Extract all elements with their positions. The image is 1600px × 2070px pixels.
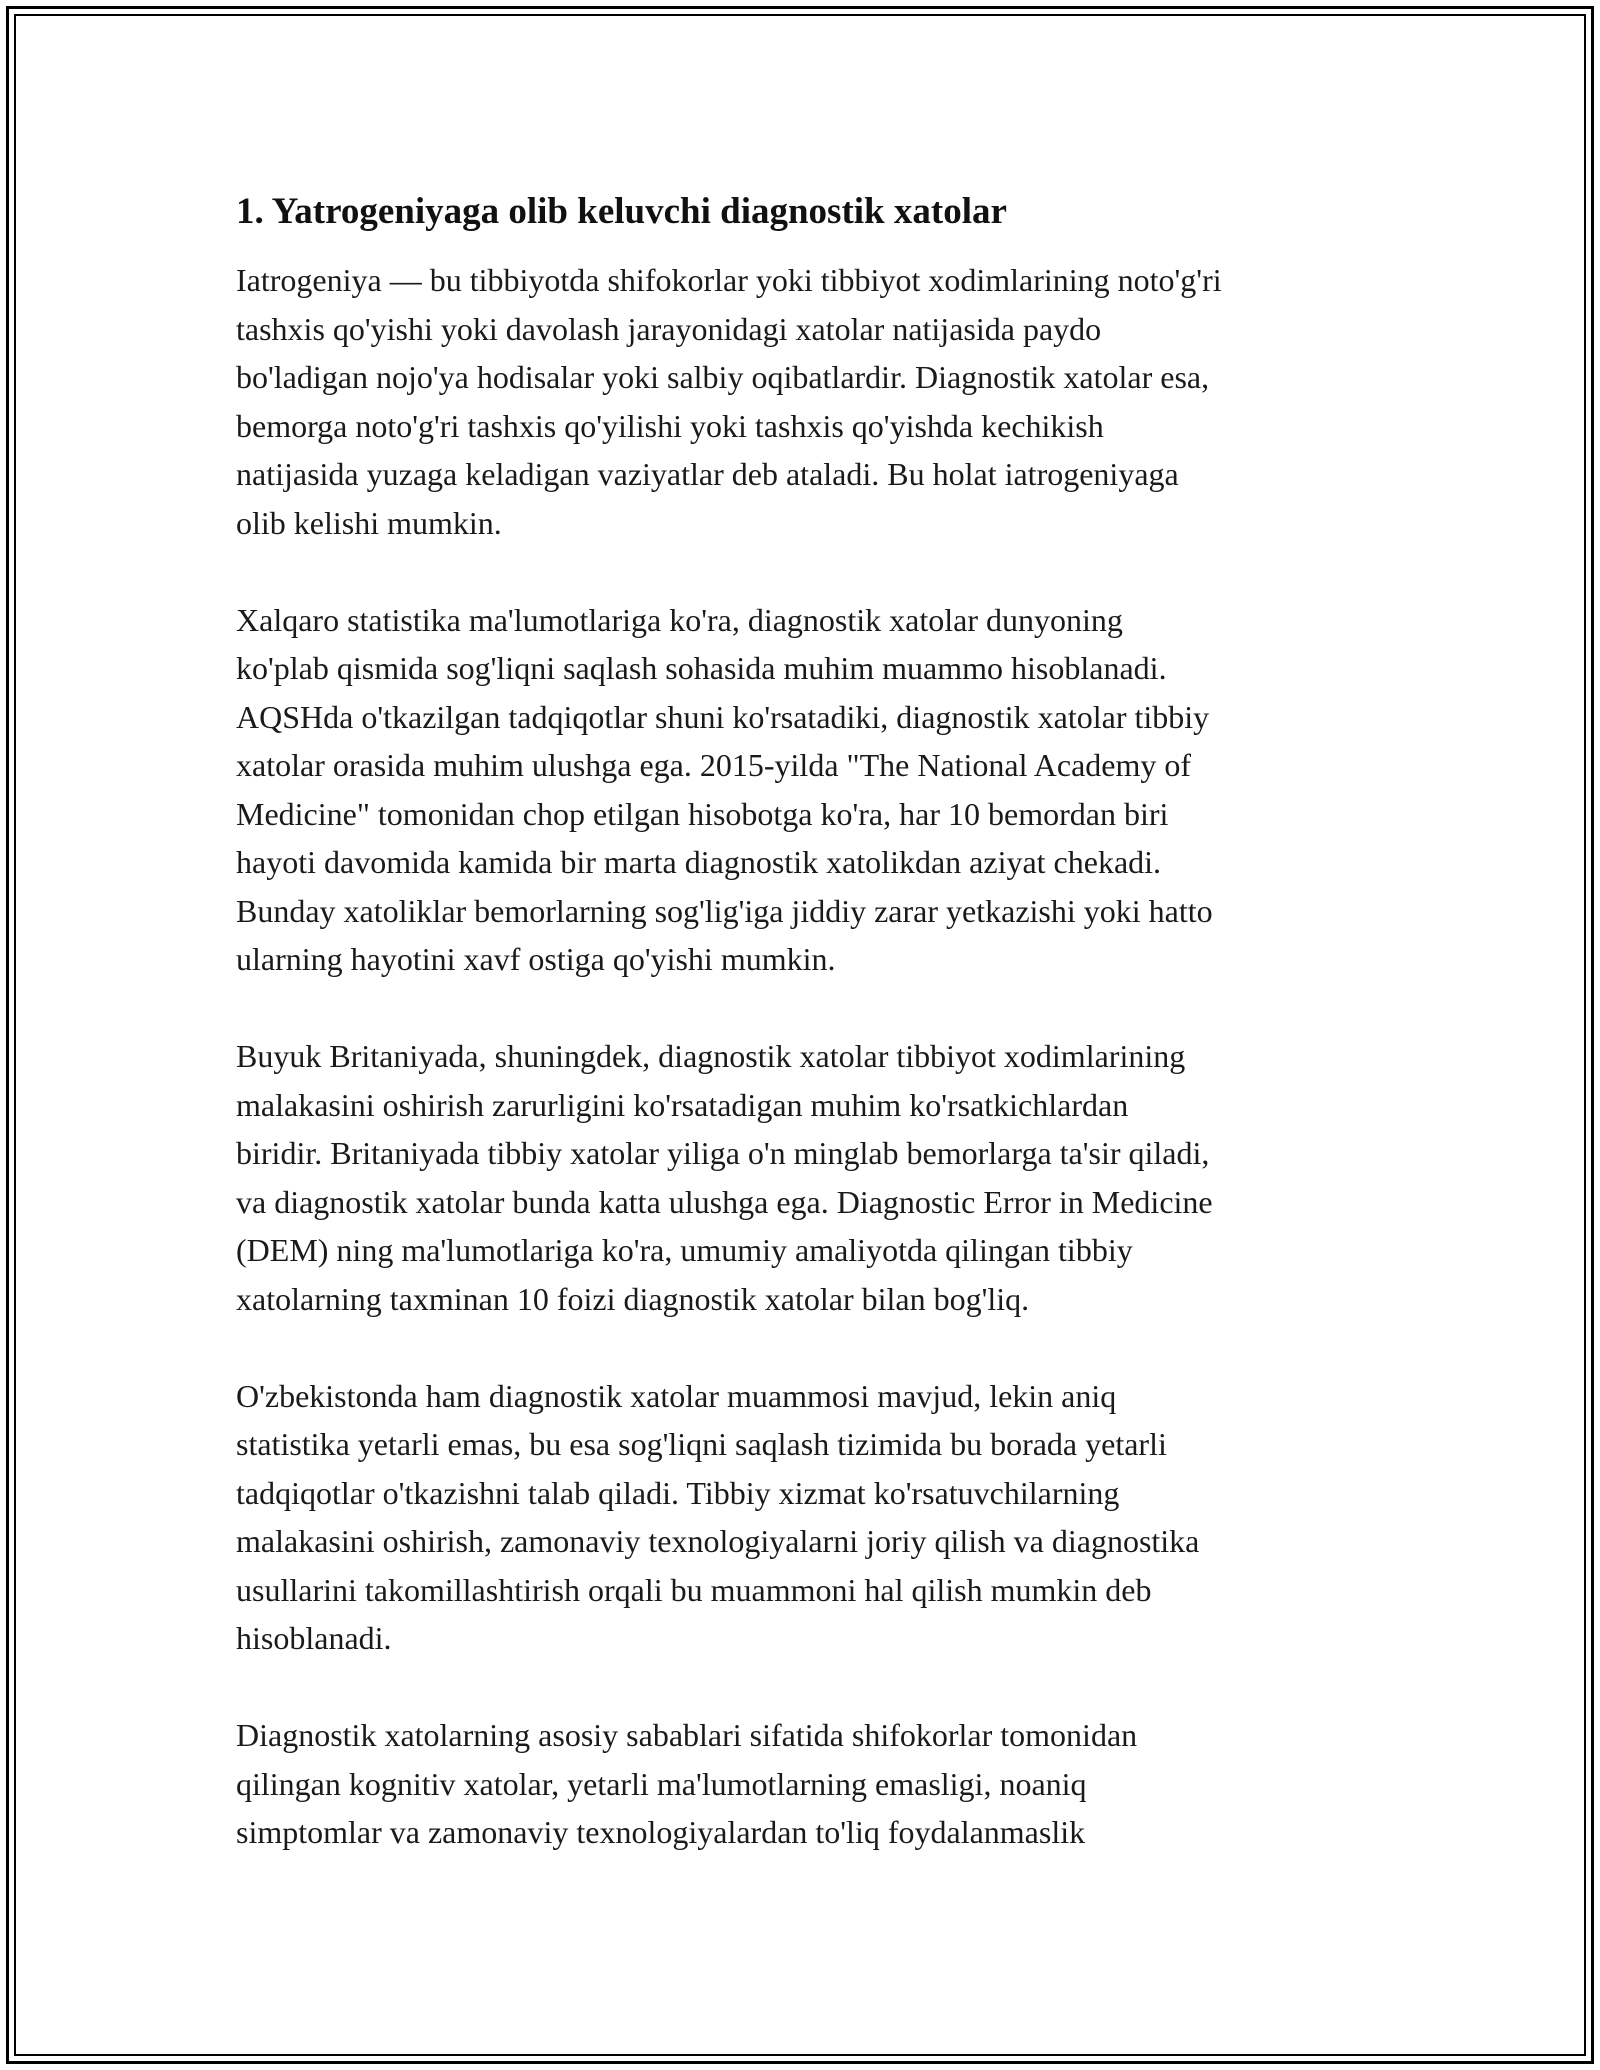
paragraph-line: hisoblanadi. [236,1620,392,1656]
paragraph-line: simptomlar va zamonaviy texnologiyalardan to'liq foydalanmaslik [236,1814,1086,1850]
document-body [236,188,1386,1905]
paragraph-line: Diagnostik xatolarning asosiy sabablari sifatida shifokorlar tomonidan [236,1717,1138,1753]
paragraph-line: ko'plab qismida sog'liqni saqlash sohasida muhim muammo hisoblanadi. [236,650,1167,686]
paragraph-line: O'zbekistonda ham diagnostik xatolar muammosi mavjud, lekin aniq [236,1377,1117,1414]
paragraph-1 [236,256,1386,547]
paragraph-line: qilingan kognitiv xatolar, yetarli ma'lumotlarning emasligi, noaniq [236,1765,1087,1802]
paragraph-line: natijasida yuzaga keladigan vaziyatlar deb ataladi. Bu holat iatrogeniyaga [236,456,1179,492]
paragraph-line: tadqiqotlar o'tkazishni talab qiladi. Tibbiy xizmat ko'rsatuvchilarning [236,1474,1120,1511]
paragraph-line: tashxis qo'yishi yoki davolash jarayonidagi xatolar natijasida paydo [236,310,1102,347]
paragraph-line: malakasini oshirish zarurligini ko'rsatadigan muhim ko'rsatkichlardan [236,1086,1129,1123]
paragraph-line: Xalqaro statistika ma'lumotlariga ko'ra, diagnostik xatolar dunyoning [236,601,1123,638]
paragraph-line: (DEM) ning ma'lumotlariga ko'ra, umumiy amaliyotda qilingan tibbiy [236,1232,1133,1268]
paragraph-line: malakasini oshirish, zamonaviy texnologiyalarni joriy qilish va diagnostika [236,1523,1200,1559]
paragraph-line: bemorga noto'g'ri tashxis qo'yilishi yoki tashxis qo'yishda kechikish [236,407,1104,444]
paragraph-line: bo'ladigan nojo'ya hodisalar yoki salbiy oqibatlardir. Diagnostik xatolar esa, [236,359,1210,395]
paragraph-4 [236,1372,1386,1663]
paragraph-5 [236,1711,1386,1857]
paragraph-line: xatolar orasida muhim ulushga ega. 2015-yilda "The National Academy of [236,747,1192,783]
paragraph-line: usullarini takomillashtirish orqali bu muammoni hal qilish mumkin deb [236,1571,1152,1608]
paragraph-line: Iatrogeniya — bu tibbiyotda shifokorlar yoki tibbiyot xodimlarining noto'g'ri [236,262,1222,298]
paragraph-line: va diagnostik xatolar bunda katta ulushga ega. Diagnostic Error in Medicine [236,1183,1213,1220]
paragraph-line: Buyuk Britaniyada, shuningdek, diagnostik xatolar tibbiyot xodimlarining [236,1038,1186,1074]
paragraph-line: biridir. Britaniyada tibbiy xatolar yiliga o'n minglab bemorlarga ta'sir qiladi, [236,1135,1210,1171]
paragraph-line: statistika yetarli emas, bu esa sog'liqni saqlash tizimida bu borada yetarli [236,1426,1167,1462]
paragraph-3 [236,1032,1386,1323]
paragraph-line: Medicine" tomonidan chop etilgan hisobotga ko'ra, har 10 bemordan biri [236,795,1169,832]
paragraph-line: ularning hayotini xavf ostiga qo'yishi mumkin. [236,941,836,977]
paragraph-line: AQSHda o'tkazilgan tadqiqotlar shuni ko'rsatadiki, diagnostik xatolar tibbiy [236,698,1210,735]
document-title: 1. Yatrogeniyaga olib keluvchi diagnostik xatolar [236,191,1007,232]
paragraph-line: Bunday xatoliklar bemorlarning sog'lig'iga jiddiy zarar yetkazishi yoki hatto [236,892,1213,929]
paragraph-2 [236,596,1386,984]
paragraph-line: hayoti davomida kamida bir marta diagnostik xatolikdan aziyat chekadi. [236,844,1162,880]
paragraph-line: xatolarning taxminan 10 foizi diagnostik xatolar bilan bog'liq. [236,1280,1030,1317]
paragraph-line: olib kelishi mumkin. [236,504,502,541]
